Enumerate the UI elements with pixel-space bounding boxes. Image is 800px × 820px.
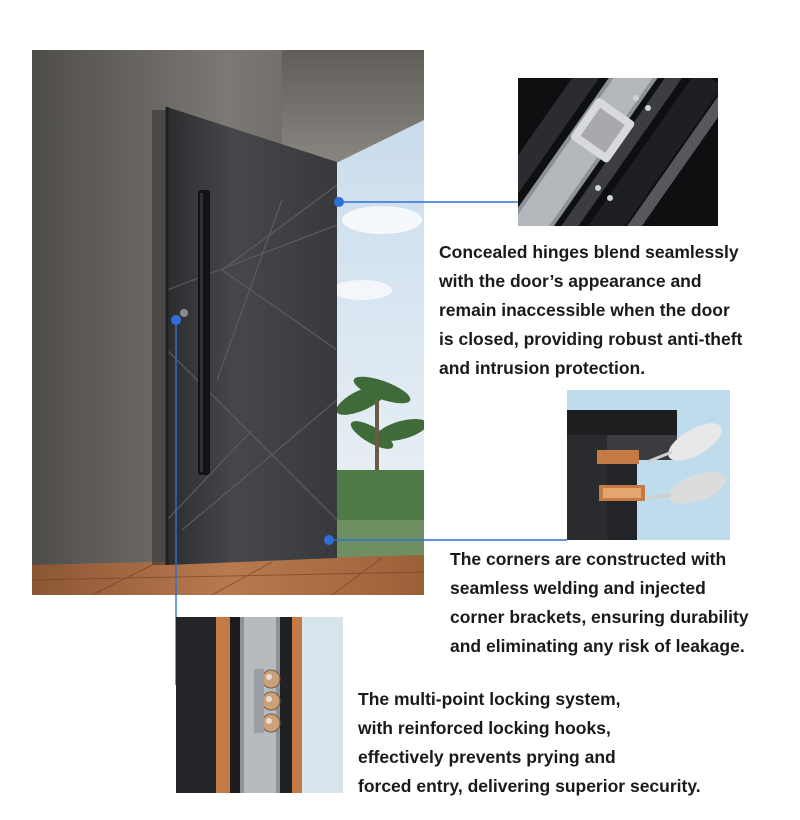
- caption-line: effectively prevents prying and: [358, 747, 616, 767]
- caption-line: is closed, providing robust anti-theft: [439, 329, 743, 349]
- caption-line: forced entry, delivering superior security.: [358, 776, 701, 796]
- caption-line: and intrusion protection.: [439, 358, 646, 378]
- corner-detail-image: [567, 390, 730, 540]
- caption-line: seamless welding and injected: [450, 578, 706, 598]
- callout-dot-corners: [324, 535, 334, 545]
- callout-dot-locking: [171, 315, 181, 325]
- caption-line: The corners are constructed with: [450, 549, 727, 569]
- caption-locking: [358, 685, 701, 801]
- caption-line: with reinforced locking hooks,: [358, 718, 611, 738]
- caption-line: and eliminating any risk of leakage.: [450, 636, 745, 656]
- caption-line: with the door’s appearance and: [439, 271, 702, 291]
- hinge-detail-image: [518, 78, 718, 226]
- caption-corners: [450, 545, 749, 661]
- caption-line: The multi-point locking system,: [358, 689, 621, 709]
- caption-line: remain inaccessible when the door: [439, 300, 730, 320]
- lock-detail-image: [176, 617, 343, 793]
- callout-dot-hinges: [334, 197, 344, 207]
- caption-line: Concealed hinges blend seamlessly: [439, 242, 739, 262]
- caption-hinges: [439, 238, 742, 383]
- caption-line: corner brackets, ensuring durability: [450, 607, 749, 627]
